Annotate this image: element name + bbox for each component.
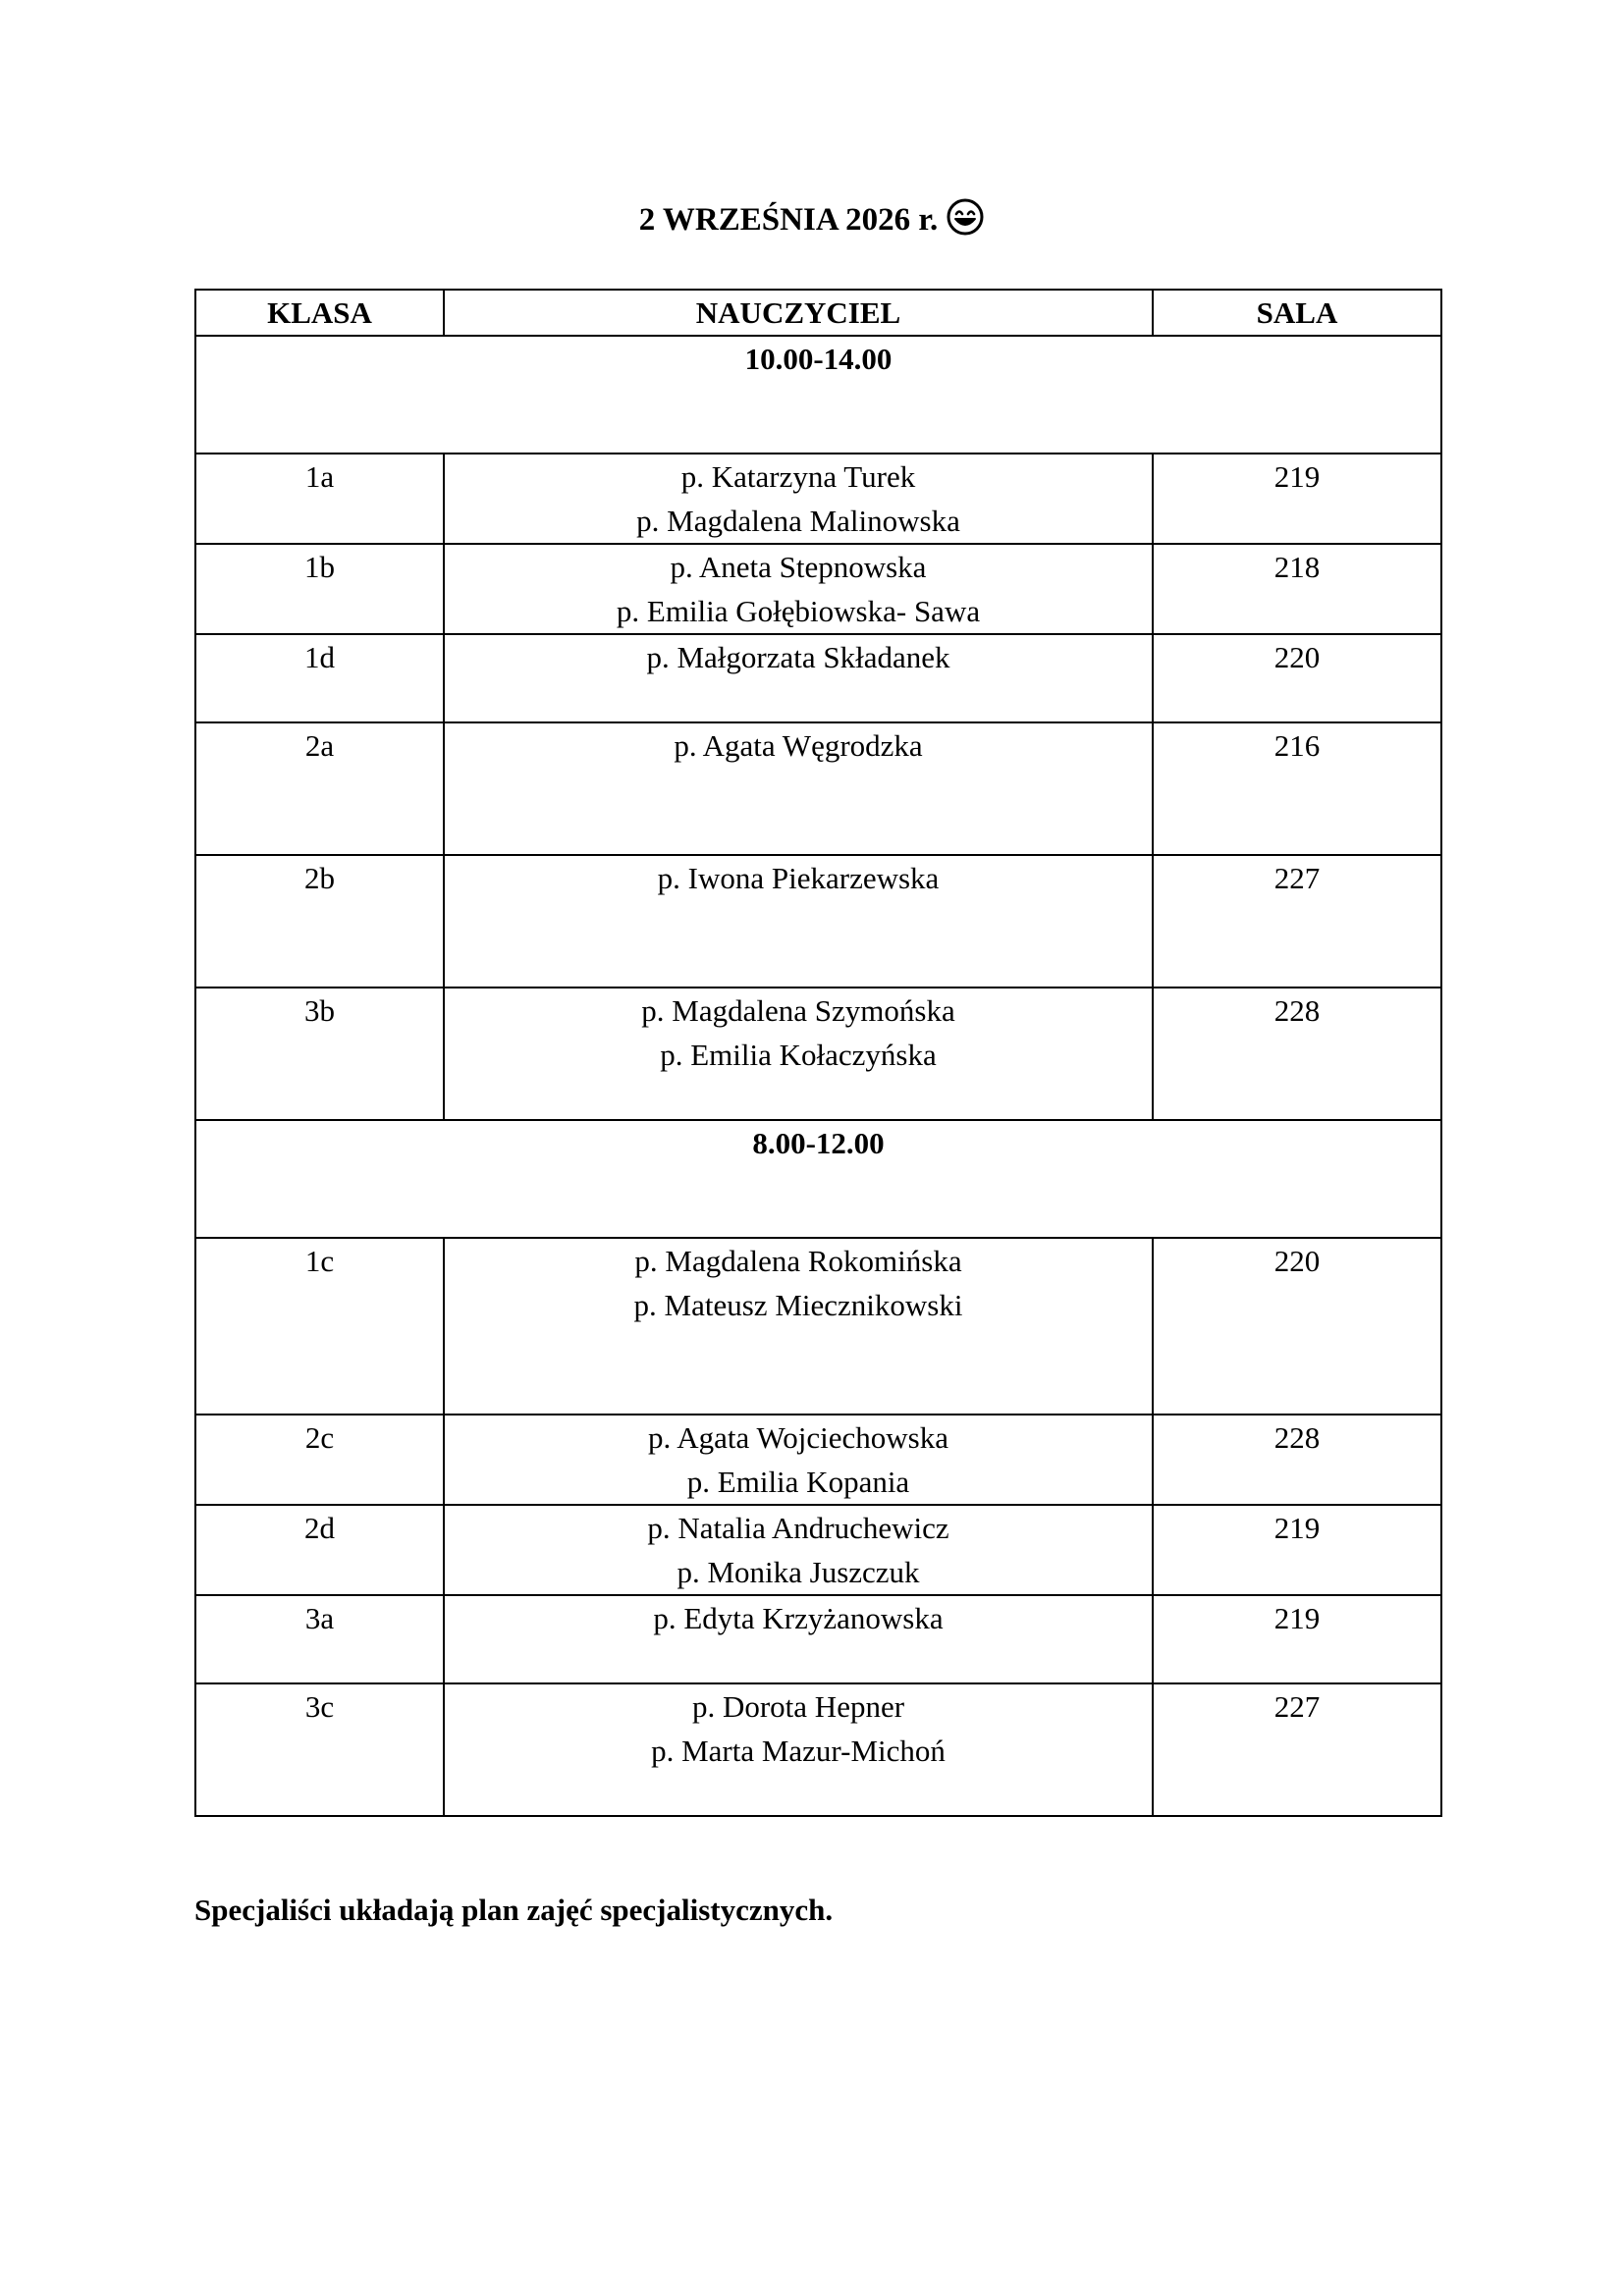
- table-row: [195, 1505, 1441, 1595]
- schedule-table: [194, 289, 1442, 1817]
- row-nauczyciel: [444, 544, 1153, 634]
- teacher-name: p. Monika Juszczuk: [677, 1555, 920, 1589]
- row-klasa: 2d: [195, 1505, 444, 1595]
- teacher-name: p. Katarzyna Turek: [680, 459, 916, 494]
- smiling-face-icon: [946, 197, 985, 237]
- row-sala: 216: [1153, 722, 1441, 855]
- teacher-name: p. Małgorzata Składanek: [646, 640, 950, 674]
- row-klasa: 1c: [195, 1238, 444, 1415]
- teacher-name: p. Magdalena Rokomińska: [634, 1244, 962, 1278]
- row-nauczyciel: [444, 855, 1153, 988]
- section-time-2: 8.00-12.00: [195, 1120, 1441, 1238]
- row-nauczyciel: [444, 1683, 1153, 1816]
- row-sala: 227: [1153, 1683, 1441, 1816]
- teacher-name: p. Emilia Kołaczyńska: [660, 1038, 937, 1072]
- teacher-name: p. Magdalena Szymońska: [641, 993, 955, 1028]
- row-klasa: 1b: [195, 544, 444, 634]
- teacher-name: p. Edyta Krzyżanowska: [653, 1601, 944, 1635]
- row-sala: 219: [1153, 1505, 1441, 1595]
- table-row: [195, 454, 1441, 544]
- row-sala: 220: [1153, 1238, 1441, 1415]
- header-nauczyciel: NAUCZYCIEL: [444, 290, 1153, 336]
- table-row: [195, 855, 1441, 988]
- header-klasa: KLASA: [195, 290, 444, 336]
- table-row: [195, 988, 1441, 1120]
- teacher-name: p. Mateusz Miecznikowski: [633, 1288, 963, 1322]
- row-nauczyciel: [444, 454, 1153, 544]
- row-nauczyciel: [444, 634, 1153, 722]
- row-sala: 227: [1153, 855, 1441, 988]
- table-row: [195, 1238, 1441, 1415]
- table-row: [195, 544, 1441, 634]
- teacher-name: p. Iwona Piekarzewska: [657, 861, 940, 895]
- page-title: [0, 194, 1624, 245]
- row-nauczyciel: [444, 1415, 1153, 1505]
- row-nauczyciel: [444, 988, 1153, 1120]
- table-row: [195, 634, 1441, 722]
- section-time-1: 10.00-14.00: [195, 336, 1441, 454]
- teacher-name: p. Magdalena Malinowska: [636, 504, 960, 538]
- teacher-name: p. Emilia Gołębiowska- Sawa: [616, 594, 981, 628]
- page-title-text: 2 WRZEŚNIA 2026 r.: [638, 202, 939, 238]
- row-sala: 228: [1153, 988, 1441, 1120]
- table-row: [195, 1415, 1441, 1505]
- row-klasa: 3c: [195, 1683, 444, 1816]
- row-klasa: 3b: [195, 988, 444, 1120]
- teacher-name: p. Aneta Stepnowska: [670, 550, 927, 584]
- row-sala: 219: [1153, 1595, 1441, 1683]
- row-klasa: 1a: [195, 454, 444, 544]
- row-klasa: 2b: [195, 855, 444, 988]
- table-row: [195, 1595, 1441, 1683]
- row-klasa: 2c: [195, 1415, 444, 1505]
- teacher-name: p. Dorota Hepner: [691, 1689, 905, 1724]
- row-sala: 219: [1153, 454, 1441, 544]
- row-klasa: 1d: [195, 634, 444, 722]
- teacher-name: p. Agata Węgrodzka: [674, 728, 923, 763]
- table-row: [195, 1683, 1441, 1816]
- row-klasa: 2a: [195, 722, 444, 855]
- footer-note: Specjaliści układają plan zajęć specjalistycznych.: [194, 1893, 834, 1927]
- section-row-2: [195, 1120, 1441, 1238]
- row-sala: 218: [1153, 544, 1441, 634]
- row-nauczyciel: [444, 1595, 1153, 1683]
- teacher-name: p. Emilia Kopania: [686, 1465, 910, 1499]
- row-nauczyciel: [444, 1505, 1153, 1595]
- row-sala: 228: [1153, 1415, 1441, 1505]
- row-nauczyciel: [444, 722, 1153, 855]
- table-row: [195, 722, 1441, 855]
- header-sala: SALA: [1153, 290, 1441, 336]
- row-sala: 220: [1153, 634, 1441, 722]
- section-row-1: [195, 336, 1441, 454]
- teacher-name: p. Agata Wojciechowska: [648, 1420, 948, 1455]
- row-nauczyciel: [444, 1238, 1153, 1415]
- teacher-name: p. Marta Mazur-Michoń: [651, 1734, 946, 1768]
- teacher-name: p. Natalia Andruchewicz: [647, 1511, 949, 1545]
- table-header-row: [195, 290, 1441, 336]
- row-klasa: 3a: [195, 1595, 444, 1683]
